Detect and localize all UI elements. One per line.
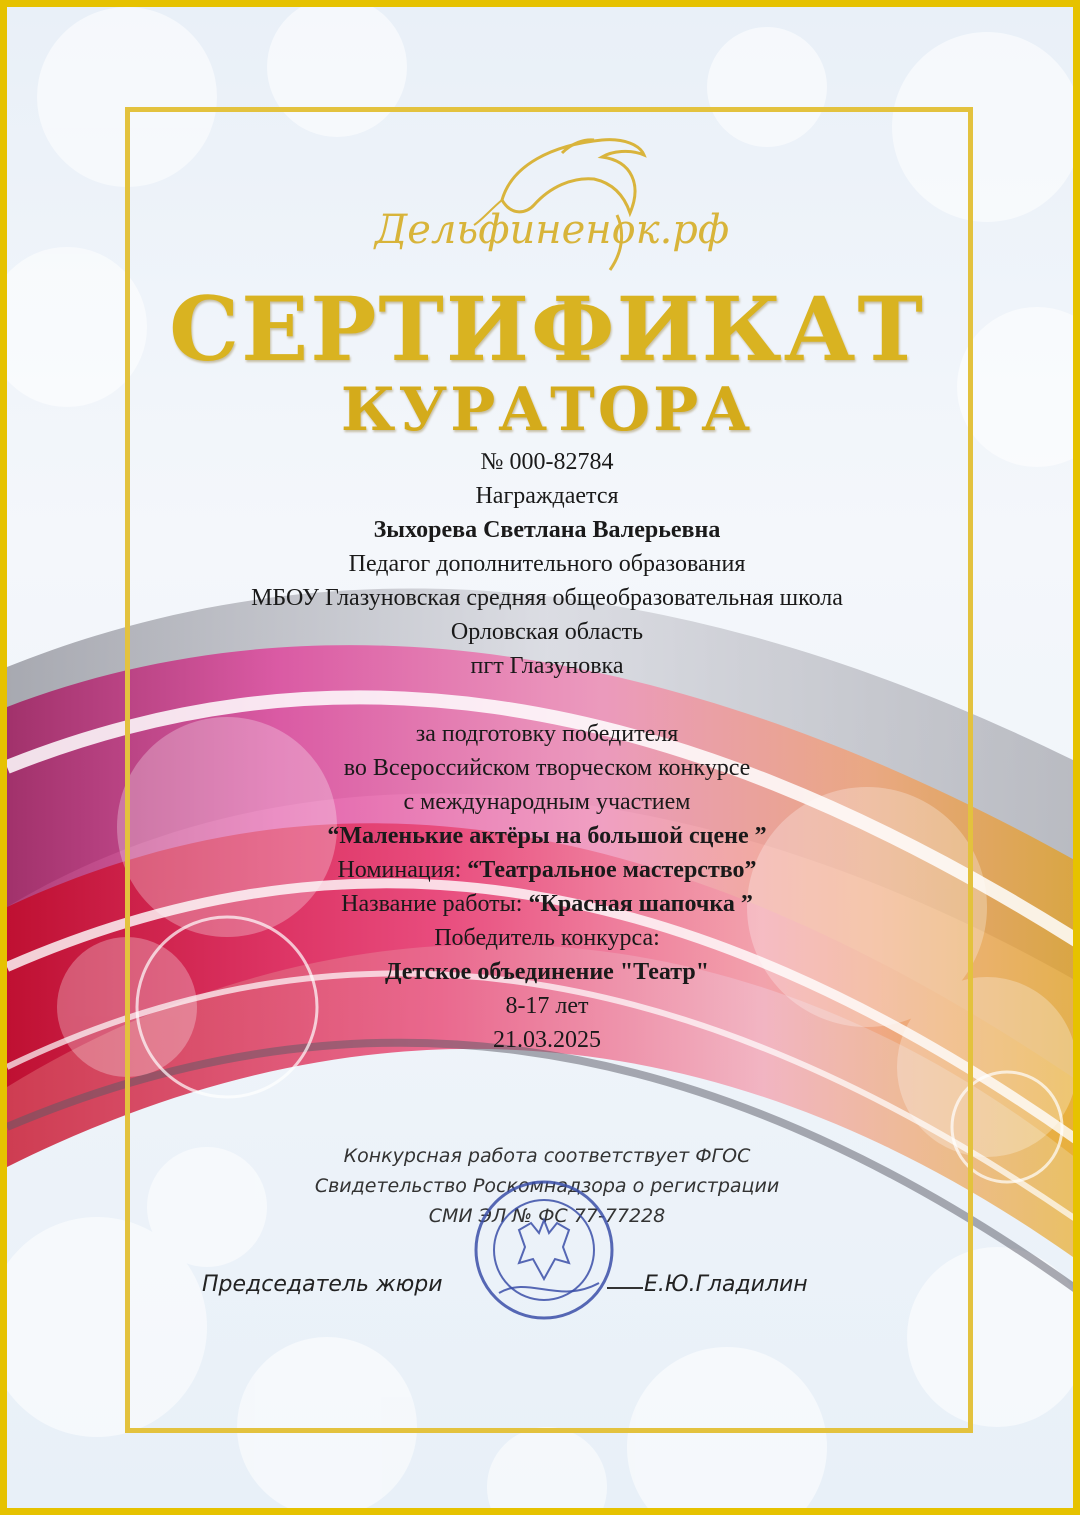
recipient-position: Педагог дополнительного образования: [348, 551, 746, 577]
work-label: Название работы:: [341, 891, 529, 917]
recipient-organization: МБОУ Глазуновская средняя общеобразовательная школа: [251, 585, 843, 611]
jury-chair-name: Е.Ю.Гладилин: [644, 1272, 808, 1297]
work-line: [127, 887, 967, 921]
reason-line-2: во Всероссийском творческом конкурсе: [343, 755, 751, 781]
dolphin-icon: [362, 125, 732, 285]
logo-text: Дельфиненок.рф: [374, 207, 730, 253]
work-value: “Красная шапочка ”: [528, 891, 753, 917]
age-range: 8-17 лет: [505, 993, 589, 1019]
recipient-town: пгт Глазуновка: [470, 653, 624, 679]
awarded-label: Награждается: [475, 483, 619, 509]
certificate-subtitle: КУРАТОРА: [340, 375, 754, 445]
nomination-label: Номинация:: [337, 857, 468, 883]
nomination-line: [127, 853, 967, 887]
coat-of-arms-icon: [459, 1175, 629, 1325]
reason-line-3: с международным участием: [403, 789, 691, 815]
signature-line: [607, 1282, 647, 1294]
footer-smi: СМИ ЭЛ № ФС 77-77228: [428, 1205, 666, 1227]
reason-line-1: за подготовку победителя: [415, 721, 679, 747]
award-date: 21.03.2025: [493, 1027, 601, 1053]
certificate-body: [127, 445, 967, 1057]
certificate-title: СЕРТИФИКАТ: [169, 277, 925, 381]
footer-fgos: Конкурсная работа соответствует ФГОС: [343, 1145, 751, 1167]
contest-name: “Маленькие актёры на большой сцене ”: [327, 823, 767, 849]
winner-label: Победитель конкурса:: [434, 925, 660, 951]
jury-chair-label: Председатель жюри: [202, 1272, 443, 1297]
certificate-number: № 000-82784: [480, 449, 614, 475]
winner-value: Детское объединение "Театр": [384, 959, 710, 985]
recipient-region: Орловская область: [450, 619, 644, 645]
nomination-value: “Театральное мастерство”: [467, 857, 757, 883]
footer-registration: Свидетельство Роскомнадзора о регистрации: [314, 1175, 780, 1197]
recipient-name: Зыхорева Светлана Валерьевна: [373, 517, 721, 543]
